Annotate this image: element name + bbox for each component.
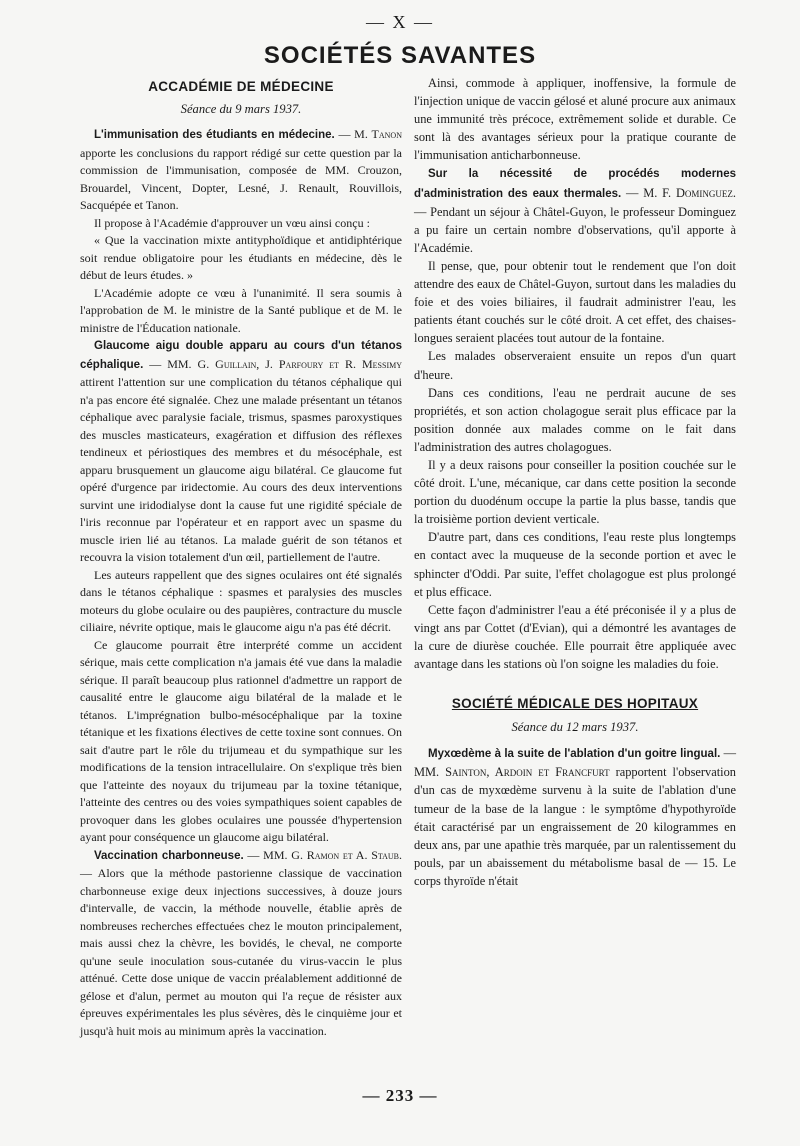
roman-page-number: — X —: [366, 12, 434, 32]
author-names: G. Guillain, J. Parfoury et R. Messimy: [197, 356, 403, 371]
societe-title: SOCIÉTÉ MÉDICALE DES HOPITAUX: [451, 696, 699, 712]
section-gap: [414, 673, 736, 695]
author-name: Tanon: [371, 127, 402, 141]
paragraph: Les malades observeraient ensuite un repos d'un quart d'heure.: [414, 349, 736, 382]
paragraph-myxoedeme: Myxœdème à la suite de l'ablation d'un goitre lingual. — MM. Sainton, Ardoin et Francfurt rapportent l'observation d'un cas de myxœdème survenu à la suite de l'ablation d'une tumeur de la base de la langue : le symptôme d'hypothyroïde était caractérisé par un engraissement de 20 kilogrammes en deux ans, par une apathie très marquée, par un ralentissement du pouls, par un abaissement du métabolisme basal de — 15. Le corps thyroïde n'était: [414, 746, 736, 888]
societe-session-date: Séance du 12 mars 1937.: [511, 720, 639, 735]
paragraph: Les auteurs rappellent que des signes oculaires ont été signalés dans le tétanos céphalique : spasmes et paralysies des muscles moteurs du globe oculaire ou des paupières, contracture du muscle ciliaire, névrite optique, mais le glaucome aigu n'a pas été décrit.: [80, 567, 402, 634]
paragraph-heading: Glaucome aigu double apparu au cours d'un tétanos céphalique.: [80, 340, 402, 371]
paragraph-heading: Vaccination charbonneuse.: [94, 849, 244, 862]
paragraph: Il pense, que, pour obtenir tout le rendement que l'on doit attendre des eaux de Châtel-Guyon, surtout dans les maladies du foie et des voies biliaires, il faudrait administrer l'eau, les patients étant couchés sur le côté droit. A cet effet, des chaises-longues seraient placées tout autour de la fontaine.: [414, 258, 736, 346]
right-column-flow: [414, 74, 736, 890]
paragraph-heading: Sur la nécessité de procédés modernes d'administration des eaux thermales.: [414, 168, 736, 200]
left-column: [80, 78, 402, 1040]
section-title: SOCIÉTÉS SAVANTES: [263, 42, 537, 69]
right-column: [414, 78, 736, 894]
paragraph-glaucome: Glaucome aigu double apparu au cours d'un tétanos céphalique. — MM. G. Guillain, J. Parfoury et R. Messimy attirent l'attention sur une complication du tétanos céphalique qui n'a pas encore été signalée. Chez une malade présentant un tétanos céphalique avec paralysie faciale, trismus, spasmes paroxystiques des muscles masticateurs, exagération et diffusion des réflexes tendineux et périostiques des membres et du mésocéphale, est apparu brusquement un glaucome aigu bilatéral. Ce glaucome fut opéré d'urgence par iridectomie. Au cours des deux interventions survint une iridodialyse dont la cause fut une rigidité spéciale de l'iris reconnue par l'opérateur et en rapport avec un spasme du muscle irien lié au tétanos. La malade guérit de son tétanos et recouvra la vision totalement d'un œil, partiellement de l'autre.: [80, 340, 403, 564]
paragraph: Ce glaucome pourrait être interprété comme un accident sérique, mais cette complication n'a jamais été vue dans la maladie sérique. Il paraît beaucoup plus rationnel d'admettre un rapport de causalité entre le glaucome aigu bilatéral de la malade et le tétanos. L'imprégnation bulbo-mésocéphalique par la toxine tétanique et les fixations électives de cette toxine sont connues. On sait d'autre part le rôle du trijumeau et du sympathique sur les modifications de la tension intracellulaire. On s'explique très bien que l'atteinte des noyaux du trijumeau par la toxine tétanique, l'atteinte des centres ou des voies sympathiques soient capables de provoquer dans les globes oculaires une poussée d'hypertension ayant pour conséquence un glaucome aigu bilatéral.: [80, 637, 402, 844]
author-names: G. Ramon et A. Staub.: [291, 847, 403, 862]
paragraph-heading: L'immunisation des étudiants en médecine.: [94, 129, 335, 141]
paragraph: Ainsi, commode à appliquer, inoffensive, la formule de l'injection unique de vaccin gélosé et aluné procure aux animaux une immunité très précoce, extrêmement solide et durable. Ce sont là des avantages sérieux pour la pratique courante de l'immunisation anticharbonneuse.: [414, 76, 736, 163]
paragraph-immunisation: L'immunisation des étudiants en médecine. — M. Tanon apporte les conclusions du rapport rédigé sur cette question par la commission de l'immunisation, composée de MM. Crouzon, Brouardel, Vincent, Dopter, Lesné, J. Renault, Rouvillois, Sacquépée et Tanon.: [80, 127, 402, 212]
paragraph-heading: Myxœdème à la suite de l'ablation d'un goitre lingual.: [428, 748, 721, 761]
paragraph: Il y a deux raisons pour conseiller la position couchée sur le côté droit. L'une, mécanique, car dans cette position la seconde portion du duodénum occupe la partie la plus basse, tandis que la troisième portion devient verticale.: [414, 457, 736, 527]
paragraph: Cette façon d'administrer l'eau a été préconisée il y a plus de vingt ans par Cottet (d'Evian), qui a démontré les avantages de la cure de diurèse couchée. Elle pourrait être appliquée avec avantage dans les stations où l'on soigne les maladies du foie.: [414, 602, 736, 671]
paragraph-vaccination: Vaccination charbonneuse. — MM. G. Ramon et A. Staub. — Alors que la méthode pastorienne classique de vaccination charbonneuse exige deux injections successives, à douze jours d'intervalle, de vaccin, la méthode nouvelle, établie après de nombreuses recherches effectuées chez le mouton principalement, mais aussi chez la chèvre, les bovidés, le cheval, ne comporte qu'une seule inoculation sous-cutanée du virus-vaccin le plus atténué. Cette dose unique de vaccin préalablement additionné de gélose et d'alun, permet au mouton qui l'a reçue de résister aux épreuves expérimentales les plus sévères, dès le cinquième jour et jusqu'à huit mois au minimum après la vaccination.: [80, 847, 403, 1038]
paragraph: Dans ces conditions, l'eau ne perdrait aucune de ses propriétés, et son action cholagogue serait plus efficace par la position donnée aux malades comme on le fait dans l'administration des autres cholagogues.: [414, 385, 736, 454]
paragraph-eaux-thermales: Sur la nécessité de procédés modernes d'administration des eaux thermales. — M. F. Dominguez. — Pendant un séjour à Châtel-Guyon, le professeur Dominguez a pu faire un certain nombre d'observations, qu'il apporte à l'Académie.: [414, 168, 736, 255]
academie-session-date: Séance du 9 mars 1937.: [180, 101, 302, 116]
author-name: Dominguez.: [675, 185, 736, 200]
paragraph-quote: « Que la vaccination mixte antityphoïdique et antidiphtérique soit rendue obligatoire pour les étudiants en médecine, dès le début de leurs études. »: [80, 233, 402, 282]
author-names: Sainton, Ardoin et Francfurt: [445, 765, 610, 780]
paragraph: L'Académie adopte ce vœu à l'unanimité. Il sera soumis à l'approbation de M. le ministre de la Santé publique et de M. le ministre de l'Éducation nationale.: [80, 285, 402, 335]
academie-title: ACCADÉMIE DE MÉDECINE: [148, 79, 334, 94]
page-number: — 233 —: [362, 1086, 438, 1105]
paragraph: Il propose à l'Académie d'approuver un vœu ainsi conçu :: [94, 215, 370, 230]
paragraph: D'autre part, dans ces conditions, l'eau reste plus longtemps en contact avec la muqueuse de la seconde portion et avec le sphincter d'Oddi. Par suite, l'effet cholagogue est plus prolongé et plus efficace.: [414, 530, 736, 599]
